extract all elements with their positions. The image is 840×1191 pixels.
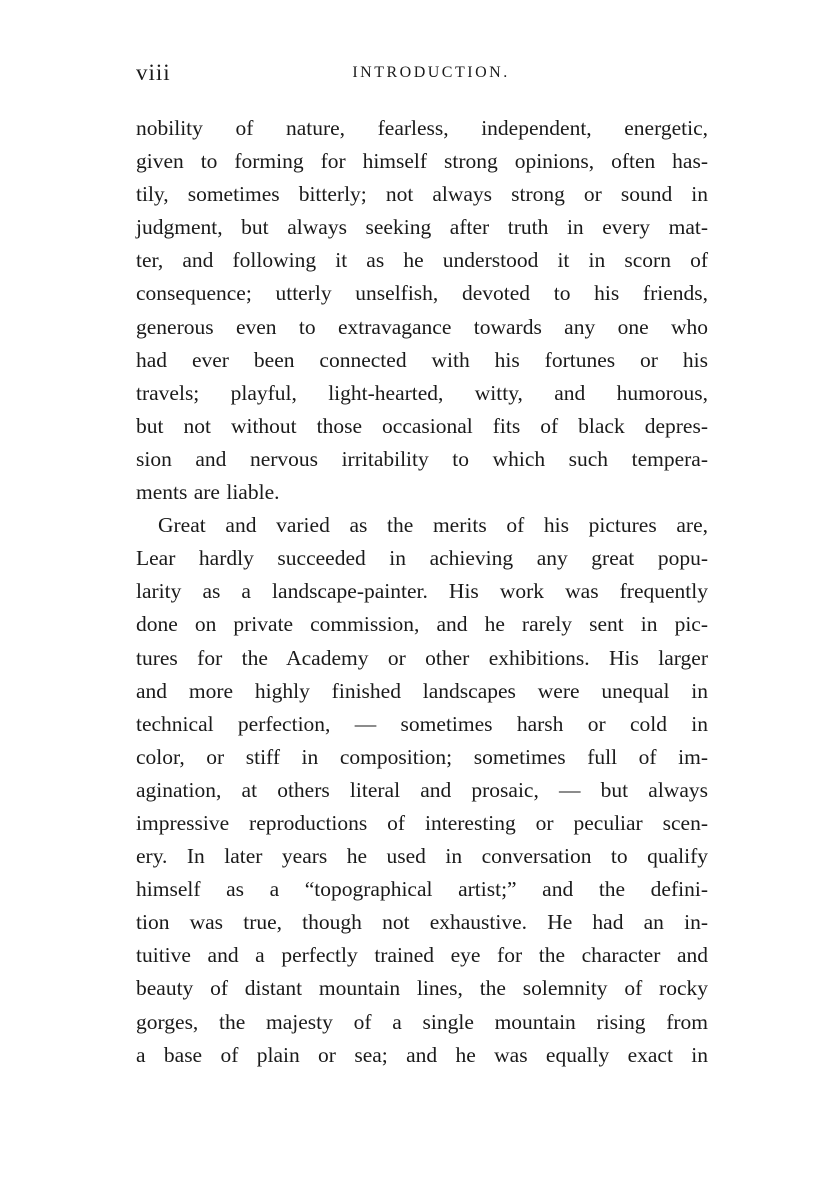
text-line: gorges, the majesty of a single mountain rising from (136, 1009, 708, 1034)
text-line: agination, at others literal and prosaic, — but always (136, 777, 708, 802)
text-line: had ever been connected with his fortunes or his (136, 347, 708, 372)
paragraph (136, 509, 708, 1072)
text-line: a base of plain or sea; and he was equally exact in (136, 1042, 708, 1067)
text-line: tures for the Academy or other exhibitions. His larger (136, 645, 708, 670)
text-line: sion and nervous irritability to which such tempera- (136, 446, 708, 471)
text-line: ery. In later years he used in conversation to qualify (136, 844, 708, 869)
text-line: beauty of distant mountain lines, the solemnity of rocky (136, 976, 708, 1001)
text-line: but not without those occasional fits of black depres- (136, 413, 708, 438)
text-line: and more highly finished landscapes were unequal in (136, 678, 708, 703)
text-line: impressive reproductions of interesting or peculiar scen- (136, 810, 708, 835)
text-line: himself as a “topographical artist;” and the defini- (136, 877, 708, 902)
text-line: ter, and following it as he understood it in scorn of (136, 248, 708, 273)
running-head (136, 60, 706, 94)
running-title: INTRODUCTION. (352, 64, 510, 81)
paragraph (136, 112, 708, 509)
text-line: nobility of nature, fearless, independent, energetic, (136, 116, 708, 140)
text-line: travels; playful, light-hearted, witty, and humorous, (136, 380, 708, 405)
text-line: Great and varied as the merits of his pictures are, (158, 513, 708, 538)
body-text (136, 112, 708, 1072)
text-line: Lear hardly succeeded in achieving any great popu- (136, 546, 708, 571)
paragraph-container (136, 112, 708, 1072)
page-number: viii (136, 60, 171, 85)
text-line: color, or stiff in composition; sometimes full of im- (136, 744, 708, 769)
text-line: technical perfection, — sometimes harsh or cold in (136, 711, 708, 736)
text-line: consequence; utterly unselfish, devoted to his friends, (136, 281, 708, 306)
text-line: done on private commission, and he rarely sent in pic- (136, 612, 708, 637)
text-line: ments are liable. (136, 480, 280, 505)
text-line: judgment, but always seeking after truth in every mat- (136, 215, 708, 240)
text-line: given to forming for himself strong opinions, often has- (136, 149, 708, 174)
text-line: tily, sometimes bitterly; not always strong or sound in (136, 182, 708, 207)
text-line: tion was true, though not exhaustive. He had an in- (136, 910, 708, 935)
text-line: tuitive and a perfectly trained eye for the character and (136, 943, 708, 968)
text-line: larity as a landscape-painter. His work was frequently (136, 579, 708, 604)
text-line: generous even to extravagance towards any one who (136, 314, 708, 339)
